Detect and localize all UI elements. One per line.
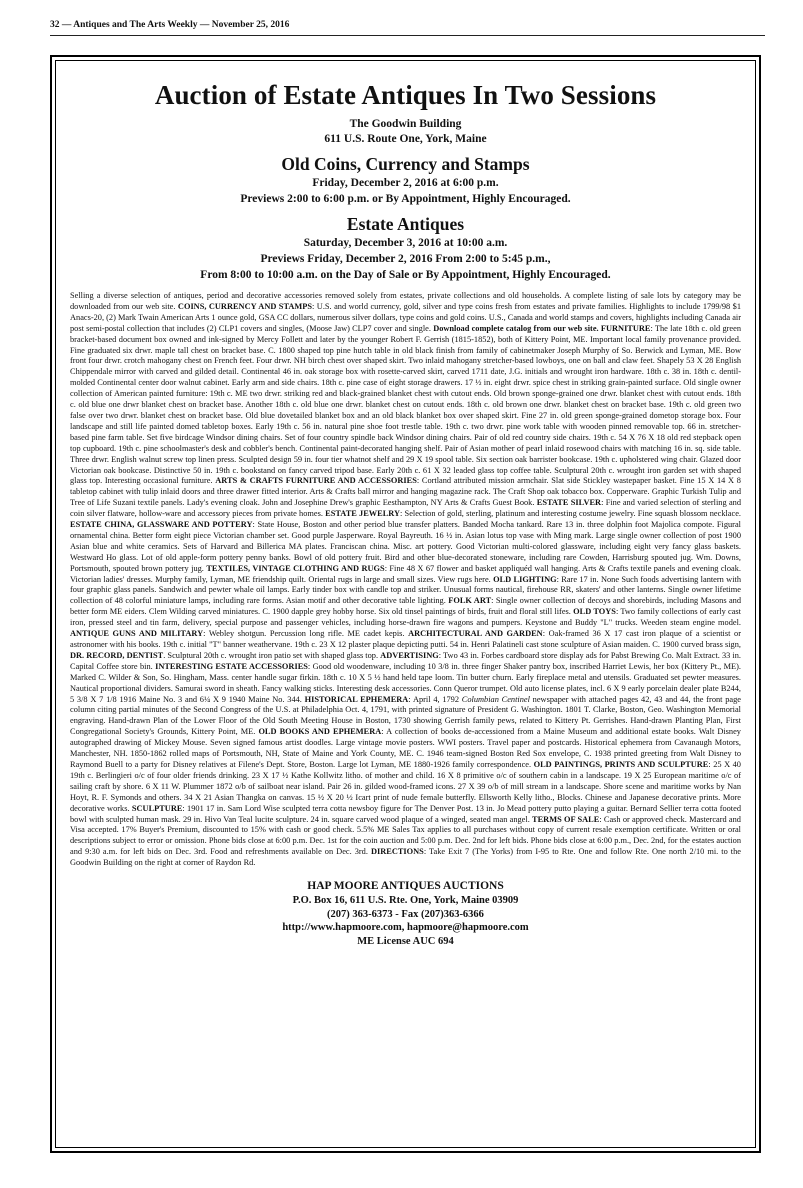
section-heading: DIRECTIONS xyxy=(370,847,424,857)
section-text: : Selection of gold, sterling, platinum and interesting costume jewelry. Fine squash blossom necklace. xyxy=(400,509,742,519)
ad-footer xyxy=(70,879,741,948)
session1-date: Friday, December 2, 2016 at 6:00 p.m. xyxy=(312,177,499,189)
section-text: : Single owner collection of decoys and shorebirds, including Masons and better form ME eiders. Clem Wilding carved miniatures. C. 1900 dapple grey hobby horse. Six old tinsel paintings of birds, fruit and floral still lifes. xyxy=(70,596,742,617)
firm-address: P.O. Box 16, 611 U.S. Rte. One, York, Maine 03909 xyxy=(292,895,519,907)
section-heading: OLD BOOKS AND EPHEMERA xyxy=(258,727,382,737)
section-text: : Fine 48 X 67 flower and basket appliquéd wall hanging. Arts & Crafts textile panels and evening cloak. Victorian ladies' dresses. Murphy family, Lyman, ME friendship quilt. Oriental rugs in large and small sizes. View rugs here. xyxy=(70,563,741,584)
section-text: : A collection of books de-accessioned from a Maine Museum and additional estate books. Walt Disney autographed drawing of Mickey Mouse. Seven signed famous artist doodles. Large vintage movie posters. WWI posters. Travel paper and postcards. Historical ephemera from Cavanaugh Motors, Manchester, NH. 1850-1862 rolled maps of Portsmouth, NH, State of Maine and York County, ME. C. 1946 team-signed Boston Red Sox envelope, C. 1938 printed greeting from Walt Disney to Raymond Buell to a party for Disney relatives at Filene's Dept. Store, Boston. Large lot Lyman, ME 1880-1926 family correspondence. xyxy=(70,727,741,769)
section-heading: ARTS & CRAFTS FURNITURE AND ACCESSORIES xyxy=(215,476,417,486)
section-text: : Good old woodenware, including 10 3/8 in. three finger Shaker pantry box, inscribed Harriet Lewis, her box (Kittery Pt., ME). Marked C. Wilder & Son, So. Hingham, Mass. center handle sugar firkin. 18th c. 10 X 5 ½ hand held tape loom. Tin butter churn. Early fireplace metal and utensils. Graduated set pewter measures. Nautical proportional dividers. Samurai sword in sheath. Fancy walking sticks. Interesting desk accessories. Conn Queror trumpet. Old auto license plates, incl. 6 X 9 early porcelain dealer plate B244, 5 3/8 X 7 1/8 1916 Maine No. 3 and 6¼ X 9 1940 Maine No. 344. xyxy=(70,661,741,704)
firm-phone: (207) 363-6373 - Fax (207)363-6366 xyxy=(327,908,484,920)
session2-title: Estate Antiques xyxy=(346,214,465,234)
section-heading: ANTIQUE GUNS AND MILITARY xyxy=(70,629,204,639)
section-text: : Take Exit 7 (The Yorks) from I-95 to Rte. One and follow Rte. One north 2/10 mi. to the Goodwin Building on the right at corner of Raydon Rd. xyxy=(70,847,742,868)
section-text: : April 4, 1792 xyxy=(408,694,462,704)
section-heading: HISTORICAL EPHEMERA xyxy=(304,694,409,704)
section-heading: ARCHITECTURAL AND GARDEN xyxy=(408,629,543,639)
session2-previews-morning: From 8:00 to 10:00 a.m. on the Day of Sale or By Appointment, Highly Encouraged. xyxy=(200,269,611,281)
section-text: : 1901 17 in. Sam Lord Wise sculpted terra cotta newsboy figure for The Denver Post. 13 in. Jo Mead pottery putto playing a guitar. Bernard Sellier terra cotta footed bowl with sculpted human mask. 29 in. Hivo Van Teal lucite sculpture. 24 in. square carved wood plaque of a winged, seated man angel. xyxy=(70,803,742,824)
section-heading: FURNITURE xyxy=(600,323,651,333)
venue-address: 611 U.S. Route One, York, Maine xyxy=(324,133,487,145)
section-heading: TERMS OF SALE xyxy=(532,814,600,824)
newspaper-title: Columbian Centinel xyxy=(461,694,530,704)
section-heading: ESTATE JEWELRY xyxy=(325,509,401,519)
section-heading: ESTATE SILVER xyxy=(536,498,602,508)
section-heading: OLD PAINTINGS, PRINTS AND SCULPTURE xyxy=(533,759,709,769)
intro-text: Selling a diverse selection of antiques, period and decorative accessories removed solely from estates, private collections and old households. A complete listing of sale lots by category may be downloaded from our web site. xyxy=(70,291,741,311)
section-heading: ESTATE CHINA, GLASSWARE AND POTTERY xyxy=(70,520,253,530)
section-heading: OLD TOYS xyxy=(573,607,616,617)
body-paragraph xyxy=(70,291,741,869)
section-text: : Cortland attributed mission armchair. Slat side Stickley wastepaper basket. Fine 15 X 14 X 8 tabletop cabinet with tulip inlaid doors and three drawer fitted interior. Arts & Crafts ball mirror and hanging magazine rack. The Craft Shop oak tobacco box. Copperware. Graphic Turkish Tulip and Tree of Life Suzani textile panels. Lady's evening cloak. John and Josephine Drew's graphic Eesthampton, NY Arts & Crafts Guest Book. xyxy=(70,476,741,508)
section-heading: OLD LIGHTING xyxy=(493,574,557,584)
advertisement-inner xyxy=(55,60,756,1148)
advertisement xyxy=(50,55,761,1153)
session1-title: Old Coins, Currency and Stamps xyxy=(281,154,530,174)
section-text: : Webley shotgun. Percussion long rifle. ME cadet kepis. xyxy=(203,629,405,639)
session1-previews: Previews 2:00 to 6:00 p.m. or By Appointment, Highly Encouraged. xyxy=(240,193,571,205)
section-heading: FOLK ART xyxy=(448,596,492,606)
section-heading: INTERESTING ESTATE ACCESSORIES xyxy=(155,661,308,671)
section-text: : 25 X 40 19th c. Berlingieri o/c of four older friends drinking. 23 X 17 ½ Kathe Kollwitz litho. of mother and child. 16 X 8 primitive o/c of southern cabin in a landscape. 19 X 25 European maritime o/c of sailing craft by shore. 6 X 11 W. Plummer 1872 o/b of sailboat near island. Pair 26 in. gilded wood-framed icons. 27 X 39 o/b of mill stream in a landscape. Shore scene and maritime works by Nan Hoyt, R. F. Symonds and others. 34 X 21 Asian Thangka on canvas. 15 ½ X 20 ½ Icart print of nude female butterfly. Ellsworth Kelly litho., Blocks. Chinese and Japanese decorative prints. More decorative works. xyxy=(70,759,741,813)
section-text: : State House, Boston and other period blue transfer platters. Banded Mocha tankard. Rare 13 in. three dolphin foot Majolica compote. Figural ornamental china. Better form eight piece Victorian chamber set. Good purple Jasperware. Royal Bayreuth. 16 ½ in. Asian lotus top vase with Ming mark. Large single owner collection of post 1900 Asian blue and white ceramics. Sets of Harvard and Billerica MA plates. Franciscan china. Misc. art pottery. Good Victorian multi-colored glassware, including eight very fancy glass baskets. Westward Ho glass. Lot of old apple-form pottery penny banks. Bowl of old pottery fruit. Bird and other blue-decorated stoneware, including rare Cowden, Harrisburg spouted jug. Wm. Downs, Portsmouth, spouted brown pottery jug. xyxy=(70,520,741,573)
catalog-download-note: Download complete catalog from our web site. xyxy=(433,323,599,333)
section-heading: ADVERTISING xyxy=(380,650,439,660)
section-text: : Cash or approved check. Mastercard and Visa accepted. 17% Buyer's Premium, discounted to 15% with cash or good check. 5.5% ME Sales Tax applies to all purchases without copy of current resale exemption certificate. Written or oral descriptions subject to error or omission. Phone bids close at 6:00 p.m. Dec. 1st for the coin auction and 5:00 p.m. Dec. 2nd for left bids. Phone bids close at 6:00 p.m., Dec. 2nd, for the estates auction and 9:30 a.m. for left bids on Dec. 3rd. Food and refreshments available on Dec. 3rd. xyxy=(70,814,741,857)
ad-headline: Auction of Estate Antiques In Two Sessions xyxy=(154,80,657,110)
section-text: : Two family collections of early cast iron, pressed steel and tin farm, delivery, special purpose and passenger vehicles, including horse-drawn fire wagons and pumpers. Keystone and Buddy "L" trucks. Weeden steam engine model. xyxy=(70,607,741,628)
venue-building: The Goodwin Building xyxy=(349,118,462,130)
section-heading: COINS, CURRENCY AND STAMPS xyxy=(177,301,313,311)
ad-body-text xyxy=(70,291,741,869)
section-text: : Rare 17 in. None Such foods advertising lantern with four graphic glass panels. Sandwich and pewter whale oil lamps. Early tinder box with candle top and striker. Unusual forms nautical, firehouse RR, skaters' and other lanterns. Single owner lifetime collection of 48 colorful miniature lamps, including rare forms. Asian motif and other decorative table lighting. xyxy=(70,574,742,606)
firm-web-link[interactable]: http://www.hapmoore.com, hapmoore@hapmoore.com xyxy=(282,922,529,934)
page-header: 32 — Antiques and The Arts Weekly — November 25, 2016 xyxy=(50,20,290,30)
section-text: : Two 43 in. Forbes cardboard store display ads for Pabst Brewing Co. Malt Extract. 33 in. Capital Coffee store bin. xyxy=(70,650,741,671)
section-heading: SCULPTURE xyxy=(131,803,183,813)
session2-date: Saturday, December 3, 2016 at 10:00 a.m. xyxy=(303,237,508,249)
section-text: : The late 18th c. old green bracket-based document box owned and ink-signed by Mercy Follett and later by the younger Robert F. Gerrish (1815-1852), both of Kittery Point, ME. Important local family provenance provided. Fine graduated six drwr. maple tall chest on bracket base. C. 1800 shaped top pine hutch table in old black finish from family of cabinetmaker Joseph Murphy of So. Berwick and Lyman, ME. Bow front four drwr. crotch mahogany chest on French feet. Four drwr. NH birch chest over shaped skirt. Two inlaid mahogany stretcher-based lowboys, one on ball and claw feet. Shapely 53 X 28 English Chippendale mirror with carved and gilded detail. Continental 46 in. oak storage box with rosette-carved skirt, carved 1711 date, J.G. initials and wrought iron hardware. 18th c. 38 in. 18th c. dentil-molded Continental center door walnut cabinet. Early arm and side chairs. 18th c. pine case of eight storage drawers. 17 ½ in. eight drwr. spice chest in striking grain-painted surface. Old single owner collection of American painted furniture: 19th c. ME two drwr. striking red and black-grained blanket chest with cutout ends. Old brown sponge-grained one drwr. blanket chest with cutout ends. 18th c. old blue one drwr blanket chest on bracket base. Another 18th c. old blue one drwr. blanket chest on cutout ends. 18th c. old brown one drwr. blanket chest on bracket base. 19th c. old green two false over two drwr. blanket chest on bracket base. Old blue dovetailed blanket box and an old black blanket box over shaped skirt. Fine 27 in. old green sponge-grained dometop storage box. Four landscape and still life painted domed tabletop boxes. Early 19th c. 56 in. natural pine shoe foot trestle table. 19th c. two drwr. pine work table with wooden pinned removable top. 66 in. stretcher-based pine farm table. Set five birdcage Windsor dining chairs. Set of four country spindle back Windsor dining chairs. Pair of old red country side chairs. 19th c. 54 X 76 X 18 old red stepback open top cupboard. 19th c. pine schoolmaster's desk and cobbler's bench. Continental paint-decorated hanging shelf. Pair of Asian mother of pearl inlaid rosewood chairs with matching 16 in. sq. side table. Three drwr. English walnut screw top linen press. Sculpted design 59 in. four tier whatnot shelf and 29 X 19 spool table. Six section oak barrister bookcase. 19th c. upholstered wing chair. Glazed door Victorian oak bookcase. Distinctive 50 in. 19th c. bookstand on fancy carved tripod base. Early 20th c. 61 X 32 leaded glass top coffee table. Sculptural 20th c. wrought iron garden set with shaped glass top. Interesting occasional furniture. xyxy=(70,323,741,486)
section-text: . Sculptural 20th c. wrought iron patio set with shaped glass top. xyxy=(163,650,379,660)
header-rule xyxy=(50,35,765,36)
section-text: : Fine and varied selection of sterling and coin silver flatware, hollow-ware and accessory pieces from private homes. xyxy=(70,498,742,519)
section-text: newspaper with attached pages 42, 43 and 44, the front page column citing partial minutes of the Second Congress of the U.S. at Philadelphia Oct. 4, 1791, with printed signature of President G. Washington. 1801 T. Clarke, Boston, Geo. Washington Memorial engraving. Hand-drawn Plan of the Lower Floor of the Old South Meeting House in Boston, 1730 showing Gerrish family pews, related to Kittery Pt. Gerrishes. Hand-drawn Planting Plan, First Congregational Society's Grounds, Kittery Point, ME. xyxy=(70,694,741,737)
firm-license: ME License AUC 694 xyxy=(357,935,454,947)
firm-name: HAP MOORE ANTIQUES AUCTIONS xyxy=(307,880,504,893)
session2-previews: Previews Friday, December 2, 2016 From 2:00 to 5:45 p.m., xyxy=(260,253,551,265)
section-text: : Oak-framed 36 X 17 cast iron plaque of a scientist or astronomer with his books. 19th c. initial "T" banner weathervane. 19th c. 23 X 12 plaster plaque depicting putti. 54 in. Henri Palatineli cast stone sculpture of Asian maiden. C. 1900 curved brass sign, xyxy=(70,629,741,649)
section-heading: DR. RECORD, DENTIST xyxy=(70,650,164,660)
section-heading: TEXTILES, VINTAGE CLOTHING AND RUGS xyxy=(206,563,385,573)
section-text: : U.S. and world currency, gold, silver and type coins fresh from estates and private families. Highlights to include 1799/98 $1 Anacs-20, (2) Mark Twain American Arts 1 ounce gold, GSA CC dollars, numerous silver dollars, type coins and gold coins. U.S., Canada and world stamps and covers, highlights including Canada air post semi-postal collection that includes (2) CLP1 covers and singles, (Moose Jaw) CLP7 cover and single. xyxy=(70,301,742,333)
